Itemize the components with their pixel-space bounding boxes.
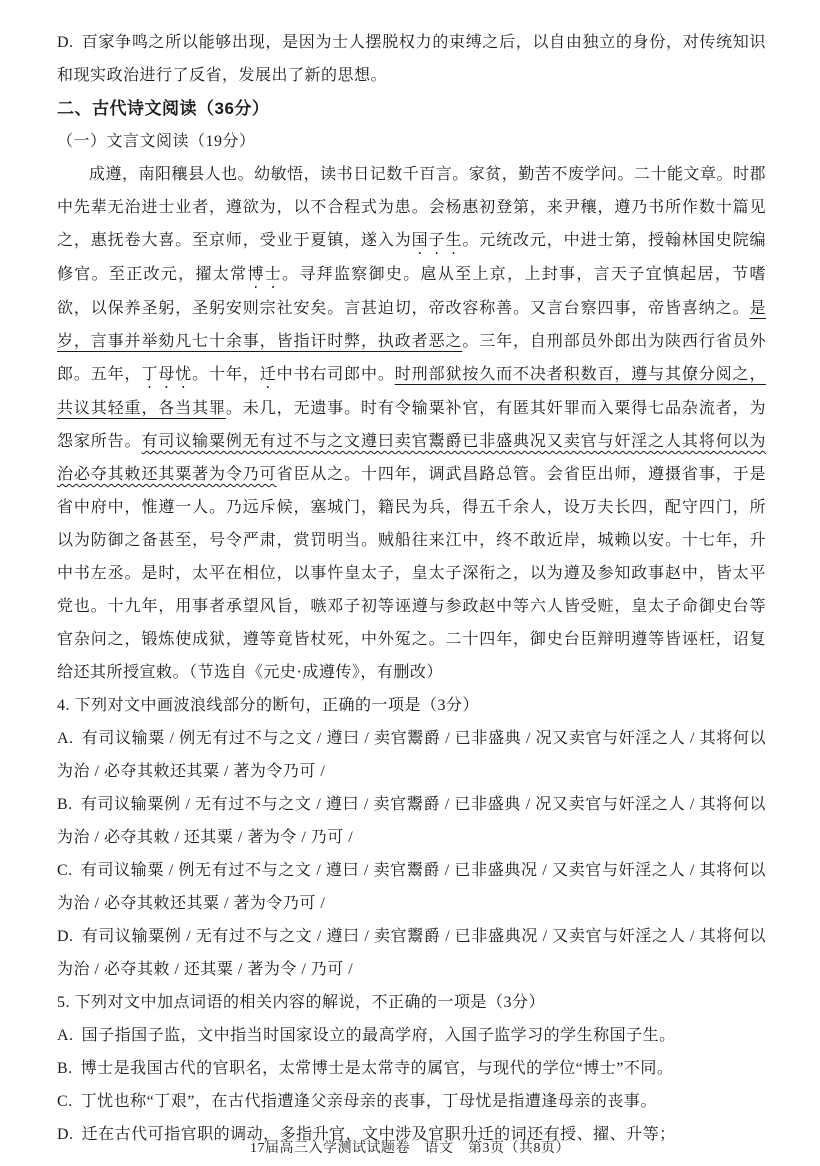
passage-segment-dots: 博士 xyxy=(247,266,283,283)
option-text: 博士是我国古代的官职名，太常博士是太常寺的属官，与现代的学位“博士”不同。 xyxy=(80,1060,674,1077)
option-text: 有司议输粟 / 例无有过不与之文 / 遵曰 / 卖官鬻爵 / 已非盛典 / 况又卖官与奸淫之人 / 其将何以为治 / 必夺其敕还其粟 / 著为令乃可 / xyxy=(57,730,766,780)
passage-segment-normal: 。三年，自刑部员外郎出为陕西行省员外郎。五年， xyxy=(57,333,766,383)
passage-segment-normal: 。十年， xyxy=(192,366,260,383)
passage-segment-normal: 成遵，南阳穰县人也。幼敏悟，读书日记数千百言。家贫，勤苦不废学问。二十能文章。时郡中先辈无治进士业者，遵欲为，以不合程式为患。会杨惠初登第，来尹穰，遵乃书所作数十篇见之，惠抚卷大喜。至京师，受业于夏镇，遂入为 xyxy=(57,166,766,249)
passage-segment-underline: 是岁，言事并举劾凡七十余事，皆指讦时弊，执政者恶之 xyxy=(57,300,766,350)
option-label: C. xyxy=(57,1093,73,1110)
question-4-option-d xyxy=(57,920,766,986)
option-label: D. xyxy=(57,34,74,51)
option-text: 百家争鸣之所以能够出现，是因为士人摆脱权力的束缚之后，以自由独立的身份，对传统知识和现实政治进行了反省，发展出了新的思想。 xyxy=(57,34,766,84)
option-label: D. xyxy=(57,928,74,945)
page-footer: 17届高三入学测试试题卷 语文 第3页（共8页） xyxy=(250,1141,570,1156)
option-text: 有司议输粟例 / 无有过不与之文 / 遵曰 / 卖官鬻爵 / 已非盛典 / 况又卖官与奸淫之人 / 其将何以为治 / 必夺其敕 / 还其粟 / 著为令 / 乃可 / xyxy=(57,796,766,846)
option-label: A. xyxy=(57,730,74,747)
question-5-option-c xyxy=(57,1085,766,1118)
passage-segment-normal: 。寻拜监察御史。扈从至上京，上封事，言天子宜慎起居，节嗜欲，以保养圣躬，圣躬安则宗社安矣。言甚迫切，帝改容称善。又言台察四事，帝皆喜纳之。 xyxy=(57,266,766,317)
previous-question-option-d xyxy=(57,26,766,92)
subsection-heading: （一）文言文阅读（19分） xyxy=(57,133,256,150)
passage-segment-normal: 。元统改元，中进士第，授翰林国史院编修官。至正改元，擢太常 xyxy=(57,232,766,283)
section-heading: 二、古代诗文阅读（36分） xyxy=(57,99,270,118)
question-5-stem: 5. 下列对文中加点词语的相关内容的解说，不正确的一项是（3分） xyxy=(57,994,546,1011)
question-5-option-b xyxy=(57,1052,766,1085)
question-4-stem: 4. 下列对文中画波浪线部分的断句，正确的一项是（3分） xyxy=(57,697,480,714)
option-label: D. xyxy=(57,1126,74,1143)
option-text: 国子指国子监，文中指当时国家设立的最高学府，入国子监学习的学生称国子生。 xyxy=(81,1027,676,1044)
classical-passage xyxy=(57,158,766,689)
passage-segment-dots: 国子生 xyxy=(411,232,463,249)
passage-segment-dots: 丁母忧 xyxy=(141,366,193,383)
option-label: A. xyxy=(57,1027,74,1044)
passage-segment-underline: 时刑部狱按久而不决者积数百，遵与其僚分阅之，共议其轻重，各当其罪 xyxy=(57,366,766,417)
question-5-option-a xyxy=(57,1019,766,1052)
passage-segment-normal: 中书右司郎中。 xyxy=(276,366,395,383)
option-label: B. xyxy=(57,1060,73,1077)
question-4-option-b xyxy=(57,788,766,854)
passage-segment-wavy: 有司议输粟例无有过不与之文遵曰卖官鬻爵已非盛典况又卖官与奸淫之人其将何以为治必夺其敕还其粟著为令乃可 xyxy=(57,433,766,483)
option-text: 丁忧也称“丁艰”，在古代指遭逢父亲母亲的丧事，丁母忧是指遭逢母亲的丧事。 xyxy=(80,1093,657,1110)
passage-segment-normal: 省臣从之。十四年，调武昌路总管。会省臣出师，遵摄省事，于是省中府中，惟遵一人。乃远斥候，塞城门，籍民为兵，得五千余人，设万夫长四，配守四门，所以为防御之备甚至，号令严肃，赏罚明当。贼船往来江中，终不敢近岸，城赖以安。十七年，升中书左丞。是时，太平在相位，以事忤皇太子，皇太子深衔之，以为遵及参知政事赵中，皆太平党也。十九年，用事者承望风旨，嗾邓子初等诬遵与参政赵中等六人皆受赃，皇太子命御史台等官杂问之，锻炼使成狱，遵等竟皆杖死，中外冤之。二十四年，御史台臣辩明遵等皆诬枉，诏复给还其所授宣敕。（节选自《元史·成遵传》，有删改） xyxy=(57,466,766,681)
option-label: C. xyxy=(57,862,73,879)
question-4-option-a xyxy=(57,722,766,788)
question-4-option-c xyxy=(57,854,766,920)
option-text: 有司议输粟例 / 无有过不与之文 / 遵曰 / 卖官鬻爵 / 已非盛典况 / 又卖官与奸淫之人 / 其将何以为治 / 必夺其敕 / 还其粟 / 著为令 / 乃可 / xyxy=(57,928,766,978)
passage-segment-dots: 迁 xyxy=(259,366,277,383)
option-text: 有司议输粟 / 例无有过不与之文 / 遵曰 / 卖官鬻爵 / 已非盛典况 / 又卖官与奸淫之人 / 其将何以为治 / 必夺其敕还其粟 / 著为令乃可 / xyxy=(57,862,766,912)
option-text: 迁在古代可指官职的调动，多指升官，文中涉及官职升迁的词还有授、擢、升等； xyxy=(81,1126,676,1143)
option-label: B. xyxy=(57,796,73,813)
passage-segment-normal: 。未几，无遗事。时有令输粟补官，有匿其奸罪而入粟得七品杂流者，为怨家所告。 xyxy=(57,400,766,450)
